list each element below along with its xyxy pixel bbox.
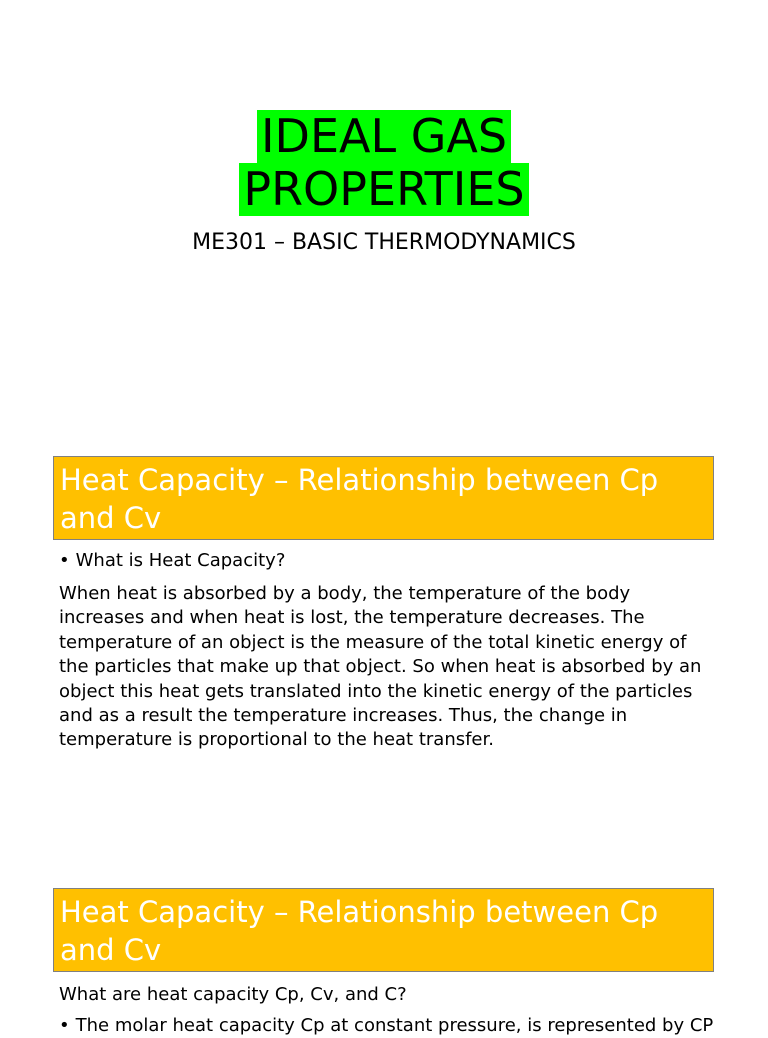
slide-title	[0, 110, 768, 216]
slide-heading: Heat Capacity – Relationship between Cp and Cv	[53, 888, 714, 972]
content-slide-heat-capacity-2	[0, 864, 768, 1036]
bullet-item	[59, 549, 285, 573]
title-slide	[0, 0, 768, 432]
bullet-text: What is Heat Capacity?	[75, 550, 286, 571]
bullet-marker: •	[59, 550, 70, 571]
slide-heading: Heat Capacity – Relationship between Cp and Cv	[53, 456, 714, 540]
question-text: What are heat capacity Cp, Cv, and C?	[59, 984, 407, 1005]
bullet-marker: •	[59, 1015, 70, 1036]
slide-subtitle: ME301 – BASIC THERMODYNAMICS	[192, 230, 576, 255]
partial-bullet-item	[59, 1014, 713, 1038]
bullet-text: The molar heat capacity Cp at constant pressure, is represented by CP	[75, 1015, 714, 1036]
title-line-2: PROPERTIES	[239, 163, 528, 216]
body-paragraph: When heat is absorbed by a body, the temperature of the body increases and when heat is lost, the temperature decreases. The temperature of an object is the measure of the total kinetic energy of the particles that make up that object. So when heat is absorbed by an object this heat gets translated into the kinetic energy of the particles and as a result the temperature increases. Thus, the change in temperature is proportional to the heat transfer.	[59, 583, 702, 751]
content-slide-heat-capacity	[0, 432, 768, 864]
title-line-1: IDEAL GAS	[257, 110, 511, 163]
